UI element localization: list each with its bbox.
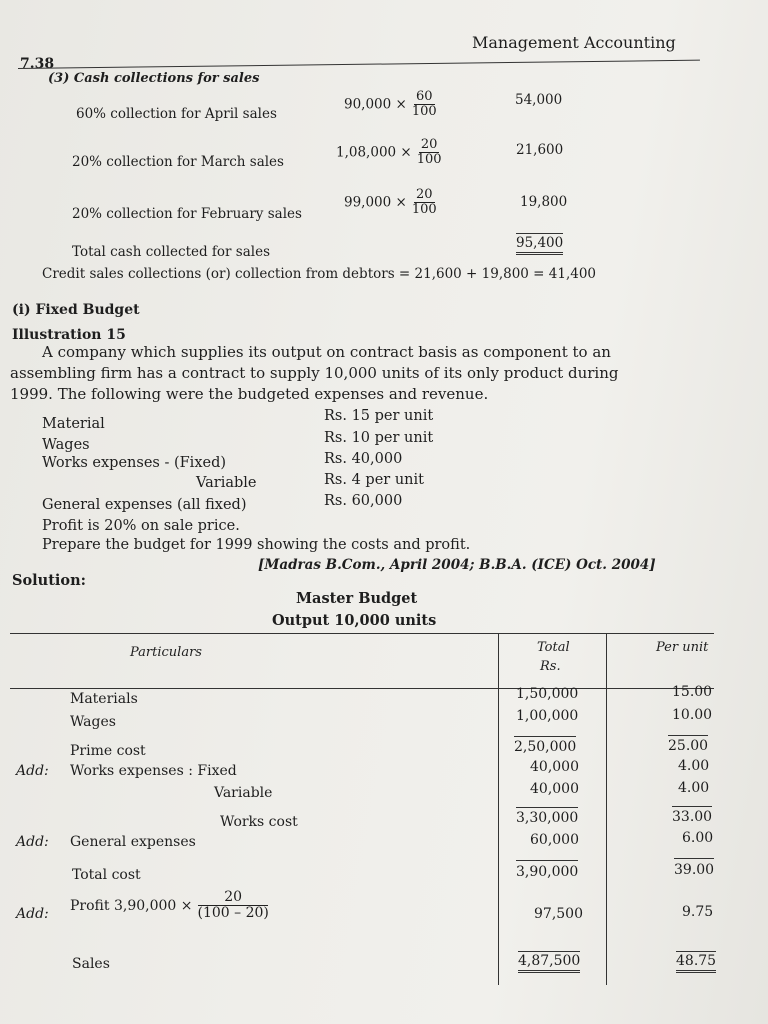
expense-value: Rs. 4 per unit bbox=[324, 472, 424, 488]
expense-value: Rs. 40,000 bbox=[324, 451, 403, 467]
row-works-fixed-label: Works expenses : Fixed bbox=[70, 763, 237, 779]
formula-base: 1,08,000 × bbox=[336, 144, 412, 161]
row-materials-label: Materials bbox=[70, 691, 138, 707]
row-total-cost-unit: 39.00 bbox=[674, 858, 714, 878]
collection-amount: 21,600 bbox=[516, 142, 564, 158]
total-cash-label: Total cash collected for sales bbox=[72, 244, 270, 260]
expense-label: General expenses (all fixed) bbox=[42, 497, 247, 513]
total-cash-amount: 95,400 bbox=[516, 233, 563, 255]
row-works-cost-label: Works cost bbox=[220, 814, 298, 830]
problem-paragraph: A company which supplies its output on contract basis as component to an bbox=[42, 343, 611, 361]
row-sales-unit: 48.75 bbox=[676, 951, 716, 973]
table-header-rule bbox=[10, 688, 714, 689]
collection-amount: 54,000 bbox=[515, 92, 563, 108]
row-works-variable-unit: 4.00 bbox=[678, 780, 710, 796]
row-works-variable-label: Variable bbox=[214, 785, 273, 801]
fraction-denominator: (100 – 20) bbox=[197, 905, 269, 922]
page-number: 7.38 bbox=[20, 56, 55, 72]
expense-label: Material bbox=[42, 416, 105, 432]
add-marker: Add: bbox=[16, 834, 49, 850]
row-works-variable-total: 40,000 bbox=[530, 781, 579, 797]
formula-base: 90,000 × bbox=[344, 96, 407, 113]
header-rule bbox=[18, 60, 700, 69]
collection-formula bbox=[344, 188, 439, 218]
col-particulars: Particulars bbox=[130, 645, 202, 660]
row-sales-total: 4,87,500 bbox=[518, 951, 580, 973]
row-profit-label bbox=[70, 890, 271, 922]
fraction-denominator: 100 bbox=[411, 202, 437, 218]
row-general-label: General expenses bbox=[70, 834, 196, 850]
problem-paragraph: 1999. The following were the budgeted expenses and revenue. bbox=[10, 385, 489, 403]
expense-label: Wages bbox=[42, 437, 90, 453]
row-profit-total: 97,500 bbox=[534, 906, 583, 922]
fraction bbox=[415, 138, 444, 168]
expense-label: Works expenses - (Fixed) bbox=[42, 455, 227, 471]
illustration-heading: Illustration 15 bbox=[12, 327, 126, 343]
col-per-unit: Per unit bbox=[656, 640, 709, 655]
fraction bbox=[195, 890, 270, 922]
row-works-cost-total: 3,30,000 bbox=[516, 807, 578, 826]
formula-base: 99,000 × bbox=[344, 194, 407, 211]
problem-paragraph: assembling firm has a contract to supply 10,000 units of its only product during bbox=[10, 364, 619, 382]
row-works-cost-unit: 33.00 bbox=[672, 806, 712, 825]
collection-label: 60% collection for April sales bbox=[76, 106, 277, 122]
row-works-fixed-unit: 4.00 bbox=[678, 758, 710, 774]
row-prime-unit: 25.00 bbox=[668, 735, 708, 754]
row-materials-unit: 15.00 bbox=[672, 684, 713, 700]
profit-formula-base: Profit 3,90,000 × bbox=[70, 897, 193, 914]
col-total: Total bbox=[537, 640, 570, 655]
solution-label: Solution: bbox=[12, 572, 86, 589]
row-wages-unit: 10.00 bbox=[672, 707, 713, 723]
expense-label: Variable bbox=[196, 475, 257, 491]
fraction-numerator: 20 bbox=[420, 137, 438, 152]
collection-formula bbox=[336, 138, 444, 168]
collection-amount: 19,800 bbox=[520, 194, 568, 210]
row-materials-total: 1,50,000 bbox=[516, 686, 579, 702]
expense-value: Rs. 10 per unit bbox=[324, 430, 434, 446]
row-general-unit: 6.00 bbox=[682, 830, 714, 846]
collection-formula bbox=[344, 90, 439, 120]
fixed-budget-heading: (i) Fixed Budget bbox=[12, 302, 140, 318]
master-budget-title: Master Budget bbox=[296, 590, 418, 607]
book-title: Management Accounting bbox=[472, 33, 676, 52]
prepare-line: Prepare the budget for 1999 showing the costs and profit. bbox=[42, 537, 471, 553]
col-total-unit: Rs. bbox=[540, 659, 561, 674]
fraction-denominator: 100 bbox=[416, 152, 442, 168]
row-total-cost-total: 3,90,000 bbox=[516, 860, 578, 880]
add-marker: Add: bbox=[16, 763, 49, 779]
fraction-numerator: 20 bbox=[415, 187, 433, 202]
fraction bbox=[410, 90, 439, 120]
profit-line: Profit is 20% on sale price. bbox=[42, 518, 240, 534]
expense-value: Rs. 60,000 bbox=[324, 493, 403, 509]
row-total-cost-label: Total cost bbox=[72, 867, 141, 883]
row-works-fixed-total: 40,000 bbox=[530, 759, 579, 775]
fraction-denominator: 100 bbox=[411, 104, 437, 120]
add-marker: Add: bbox=[16, 906, 49, 922]
fraction-numerator: 20 bbox=[198, 890, 268, 906]
master-budget-subtitle: Output 10,000 units bbox=[272, 612, 437, 629]
collection-label: 20% collection for February sales bbox=[72, 206, 302, 222]
exam-source: [Madras B.Com., April 2004; B.B.A. (ICE) Oct. 2004] bbox=[258, 557, 656, 573]
credit-sales-line: Credit sales collections (or) collection from debtors = 21,600 + 19,800 = 41,400 bbox=[42, 266, 597, 282]
row-prime-total: 2,50,000 bbox=[514, 736, 576, 755]
column-divider bbox=[498, 633, 499, 985]
expense-value: Rs. 15 per unit bbox=[324, 408, 434, 424]
fraction bbox=[410, 188, 439, 218]
cash-collections-heading: (3) Cash collections for sales bbox=[48, 71, 260, 86]
row-wages-total: 1,00,000 bbox=[516, 708, 579, 724]
row-sales-label: Sales bbox=[72, 956, 110, 972]
row-wages-label: Wages bbox=[70, 714, 116, 730]
row-profit-unit: 9.75 bbox=[682, 904, 714, 920]
column-divider bbox=[606, 633, 607, 985]
row-prime-label: Prime cost bbox=[70, 743, 146, 759]
fraction-numerator: 60 bbox=[415, 89, 433, 104]
collection-label: 20% collection for March sales bbox=[72, 154, 284, 170]
row-general-total: 60,000 bbox=[530, 832, 579, 848]
table-top-rule bbox=[10, 633, 714, 634]
